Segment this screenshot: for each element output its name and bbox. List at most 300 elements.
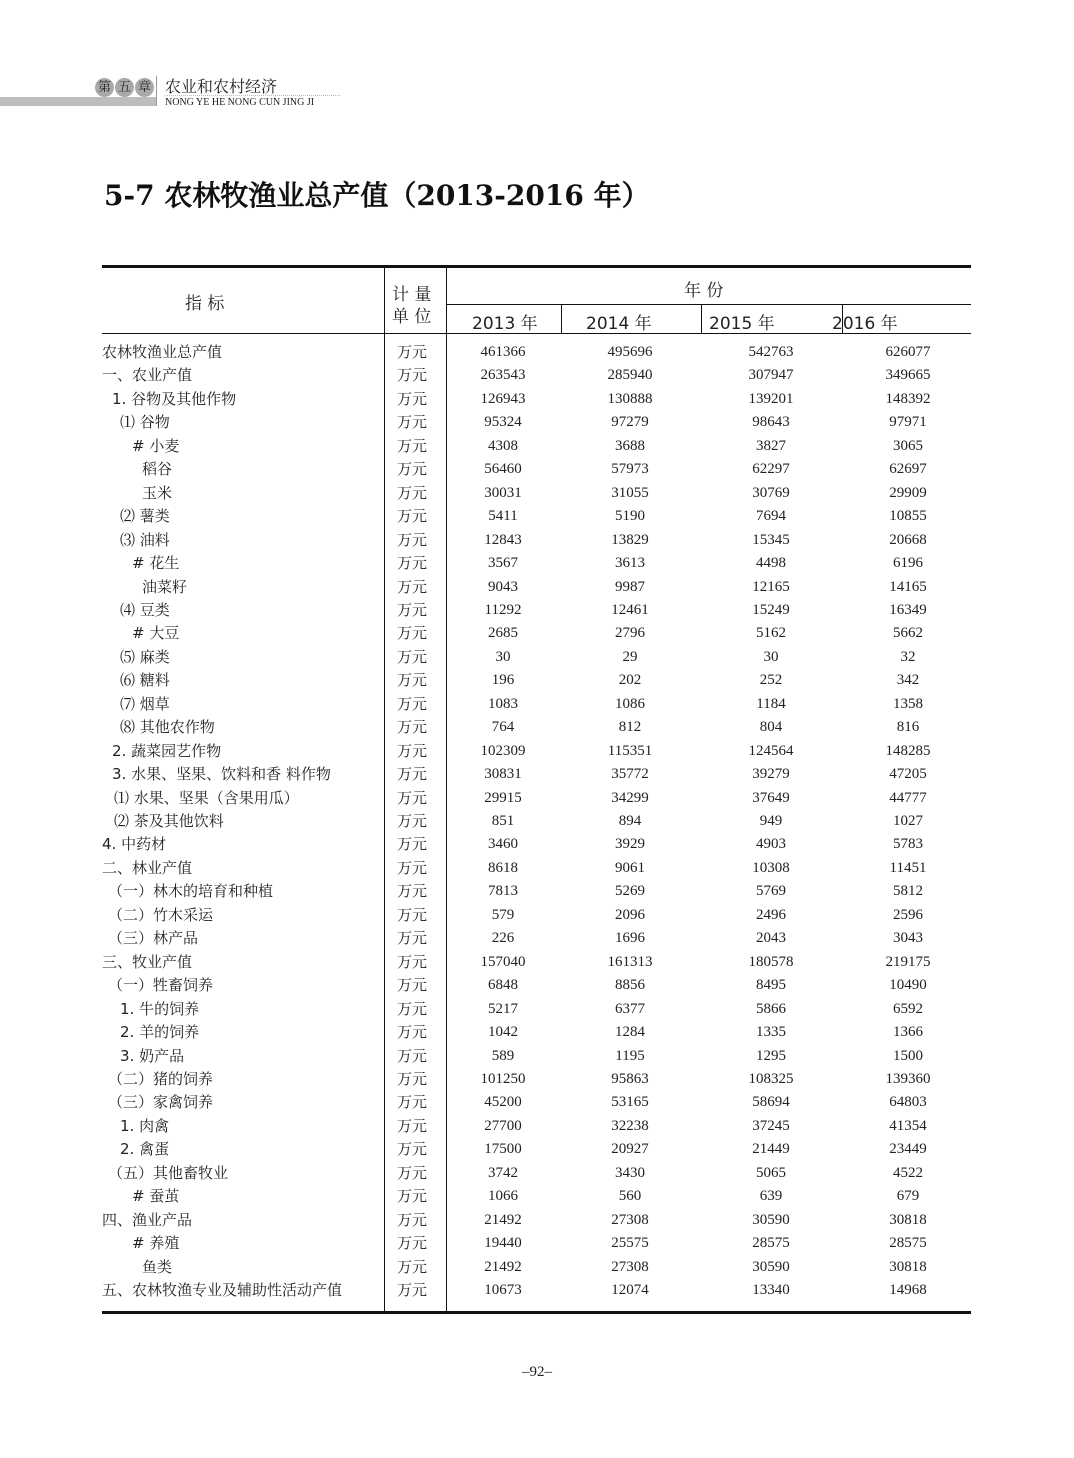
row-unit: 万元 — [397, 694, 428, 713]
row-label: # 小麦 — [132, 436, 180, 455]
table-row — [102, 787, 971, 810]
cell-value-2014: 32238 — [611, 1117, 649, 1134]
table-row — [102, 998, 971, 1021]
row-label: 2. 禽蛋 — [120, 1140, 170, 1159]
cell-value-2016: 11451 — [889, 859, 927, 876]
cell-value-2015: 30 — [763, 648, 779, 665]
cell-value-2013: 11292 — [484, 601, 522, 618]
row-unit: 万元 — [397, 741, 428, 760]
row-unit: 万元 — [397, 366, 428, 385]
cell-value-2016: 29909 — [889, 484, 927, 501]
cell-value-2015: 5162 — [756, 625, 786, 642]
cell-value-2014: 495696 — [607, 344, 653, 360]
table-row — [102, 1138, 971, 1161]
row-label: （二）竹木采运 — [108, 905, 214, 924]
cell-value-2016: 1500 — [893, 1047, 923, 1064]
row-unit: 万元 — [397, 1234, 428, 1253]
row-unit: 万元 — [397, 343, 428, 361]
row-label: 3. 水果、坚果、饮料和香 料作物 — [112, 765, 331, 784]
table-row — [102, 1209, 971, 1232]
cell-value-2014: 3929 — [615, 836, 645, 853]
table-row — [102, 810, 971, 833]
cell-value-2016: 342 — [896, 672, 920, 689]
cell-value-2016: 28575 — [889, 1235, 927, 1252]
table-row — [102, 669, 971, 692]
cell-value-2014: 2096 — [615, 906, 645, 923]
table-row — [102, 364, 971, 387]
row-label: # 蚕茧 — [132, 1187, 180, 1206]
row-unit: 万元 — [397, 460, 428, 479]
row-unit: 万元 — [397, 858, 428, 877]
row-unit: 万元 — [397, 1163, 428, 1182]
cell-value-2016: 626077 — [885, 344, 931, 360]
cell-value-2014: 3613 — [615, 555, 645, 572]
cell-value-2014: 27308 — [611, 1258, 649, 1275]
cell-value-2015: 37649 — [752, 789, 790, 806]
table-row — [102, 693, 971, 716]
cell-value-2013: 3567 — [488, 555, 518, 572]
cell-value-2013: 1066 — [488, 1188, 518, 1205]
cell-value-2013: 5411 — [488, 508, 518, 525]
cell-value-2015: 4498 — [756, 555, 786, 572]
cell-value-2015: 5769 — [756, 883, 786, 900]
cell-value-2014: 1696 — [615, 930, 645, 947]
cell-value-2015: 1295 — [756, 1047, 786, 1064]
header-dotted-line — [165, 95, 340, 96]
row-label: 2. 羊的饲养 — [120, 1023, 200, 1042]
cell-value-2015: 13340 — [752, 1282, 790, 1298]
cell-value-2013: 2685 — [488, 625, 518, 642]
year-divider — [561, 305, 562, 333]
row-unit: 万元 — [397, 1187, 428, 1206]
cell-value-2016: 5812 — [893, 883, 923, 900]
row-label: ⑵ 茶及其他饮料 — [114, 812, 224, 830]
cell-value-2014: 35772 — [611, 766, 649, 783]
cell-value-2015: 39279 — [752, 766, 790, 783]
cell-value-2014: 9987 — [615, 578, 645, 595]
cell-value-2015: 639 — [759, 1188, 783, 1205]
row-label: # 花生 — [132, 554, 180, 573]
row-unit: 万元 — [397, 413, 428, 432]
row-unit: 万元 — [397, 1257, 428, 1276]
row-label: ⑹ 糖料 — [120, 671, 170, 690]
cell-value-2014: 34299 — [611, 789, 649, 806]
header-divider — [156, 76, 157, 106]
cell-value-2014: 1086 — [615, 695, 645, 712]
cell-value-2014: 20927 — [611, 1141, 649, 1158]
cell-value-2016: 20668 — [889, 531, 927, 548]
row-unit: 万元 — [397, 624, 428, 643]
row-unit: 万元 — [397, 999, 428, 1018]
cell-value-2016: 3043 — [893, 930, 923, 947]
column-header-year: 2015 年 — [709, 314, 775, 334]
cell-value-2015: 30590 — [752, 1258, 790, 1275]
year-divider — [701, 305, 702, 333]
table-row — [102, 435, 971, 458]
cell-value-2015: 28575 — [752, 1235, 790, 1252]
row-label: 2. 蔬菜园艺作物 — [112, 741, 222, 760]
row-unit: 万元 — [397, 1023, 428, 1042]
row-label: 玉米 — [142, 483, 173, 502]
row-label: （一）林木的培育和种植 — [108, 882, 274, 901]
row-label: 农林牧渔业总产值 — [102, 343, 223, 361]
year-group-rule — [446, 304, 971, 305]
cell-value-2014: 12074 — [611, 1282, 649, 1298]
cell-value-2013: 226 — [491, 930, 515, 947]
row-label: 二、林业产值 — [102, 858, 193, 877]
cell-value-2013: 95324 — [484, 414, 522, 431]
cell-value-2016: 44777 — [889, 789, 927, 806]
cell-value-2016: 5662 — [893, 625, 923, 642]
cell-value-2016: 30818 — [889, 1258, 927, 1275]
row-label: （五）其他畜牧业 — [108, 1163, 229, 1182]
row-label: （三）林产品 — [108, 929, 199, 948]
column-header-year: 2014 年 — [586, 314, 652, 334]
table-row — [102, 833, 971, 856]
row-label: 4. 中药材 — [102, 835, 167, 854]
cell-value-2015: 2043 — [756, 930, 786, 947]
cell-value-2016: 139360 — [885, 1070, 931, 1087]
cell-value-2015: 30590 — [752, 1211, 790, 1228]
column-header-year-group: 年 份 — [684, 281, 724, 301]
cell-value-2015: 21449 — [752, 1141, 790, 1158]
row-unit: 万元 — [397, 507, 428, 526]
table-top-rule — [102, 265, 971, 268]
cell-value-2013: 851 — [491, 813, 515, 829]
cell-value-2014: 57973 — [611, 461, 649, 478]
table-row — [102, 1162, 971, 1185]
column-header-indicator: 指 标 — [185, 294, 225, 314]
chapter-badge-char: 章 — [135, 78, 154, 97]
cell-value-2014: 25575 — [611, 1235, 649, 1252]
cell-value-2014: 115351 — [607, 742, 653, 759]
page-number: –92– — [522, 1364, 552, 1380]
cell-value-2013: 21492 — [484, 1258, 522, 1275]
row-unit: 万元 — [397, 1046, 428, 1065]
cell-value-2016: 62697 — [889, 461, 927, 478]
cell-value-2016: 349665 — [885, 367, 931, 384]
cell-value-2013: 764 — [491, 719, 515, 736]
cell-value-2013: 157040 — [480, 953, 526, 970]
cell-value-2013: 589 — [491, 1047, 515, 1064]
column-header-unit-line1: 计 量 — [392, 285, 432, 305]
cell-value-2014: 202 — [618, 672, 642, 689]
cell-value-2016: 14968 — [889, 1282, 927, 1298]
cell-value-2015: 15249 — [752, 601, 790, 618]
cell-value-2015: 1184 — [756, 695, 786, 712]
row-label: 四、渔业产品 — [102, 1210, 193, 1229]
cell-value-2016: 816 — [896, 719, 920, 736]
cell-value-2015: 1335 — [756, 1024, 786, 1041]
cell-value-2014: 5190 — [615, 508, 645, 525]
cell-value-2015: 58694 — [752, 1094, 790, 1111]
row-label: 五、农林牧渔专业及辅助性活动产值 — [102, 1281, 343, 1299]
cell-value-2015: 30769 — [752, 484, 790, 501]
table-row — [102, 458, 971, 481]
table-row — [102, 880, 971, 903]
row-label: 稻谷 — [142, 460, 173, 479]
row-label: ⑴ 水果、坚果（含果用瓜） — [114, 788, 299, 807]
row-unit: 万元 — [397, 600, 428, 619]
row-label: ⑻ 其他农作物 — [120, 718, 215, 737]
row-unit: 万元 — [397, 389, 428, 408]
table-row — [102, 1256, 971, 1279]
cell-value-2016: 148392 — [885, 390, 931, 407]
row-unit: 万元 — [397, 835, 428, 854]
row-unit: 万元 — [397, 718, 428, 737]
cell-value-2016: 1027 — [893, 813, 923, 829]
row-unit: 万元 — [397, 436, 428, 455]
row-unit: 万元 — [397, 765, 428, 784]
row-unit: 万元 — [397, 905, 428, 924]
cell-value-2015: 307947 — [748, 367, 794, 384]
chapter-subtitle: NONG YE HE NONG CUN JING JI — [165, 97, 315, 108]
chapter-title: 农业和农村经济 — [165, 77, 278, 96]
row-label: 1. 谷物及其他作物 — [112, 389, 237, 408]
table-bottom-rule — [102, 1311, 971, 1314]
cell-value-2013: 7813 — [488, 883, 518, 900]
cell-value-2016: 30818 — [889, 1211, 927, 1228]
table-row — [102, 974, 971, 997]
row-unit: 万元 — [397, 929, 428, 948]
cell-value-2015: 4903 — [756, 836, 786, 853]
row-unit: 万元 — [397, 671, 428, 690]
cell-value-2013: 30031 — [484, 484, 522, 501]
cell-value-2014: 3430 — [615, 1164, 645, 1181]
cell-value-2016: 1358 — [893, 695, 923, 712]
cell-value-2014: 3688 — [615, 437, 645, 454]
table-row — [102, 646, 971, 669]
cell-value-2014: 1284 — [615, 1024, 645, 1041]
table-row — [102, 740, 971, 763]
cell-value-2013: 126943 — [480, 390, 526, 407]
cell-value-2015: 949 — [759, 813, 783, 829]
table-row — [102, 1045, 971, 1068]
cell-value-2016: 2596 — [893, 906, 923, 923]
cell-value-2013: 17500 — [484, 1141, 522, 1158]
table-row — [102, 927, 971, 950]
table-row — [102, 1115, 971, 1138]
cell-value-2015: 12165 — [752, 578, 790, 595]
cell-value-2015: 252 — [759, 672, 783, 689]
table-row — [102, 763, 971, 786]
cell-value-2014: 9061 — [615, 859, 645, 876]
cell-value-2013: 6848 — [488, 977, 518, 994]
cell-value-2014: 97279 — [611, 414, 649, 431]
cell-value-2013: 19440 — [484, 1235, 522, 1252]
row-label: 3. 奶产品 — [120, 1046, 185, 1065]
cell-value-2016: 4522 — [893, 1164, 923, 1181]
cell-value-2013: 579 — [491, 906, 515, 923]
row-unit: 万元 — [397, 483, 428, 502]
row-label: 1. 肉禽 — [120, 1116, 170, 1135]
row-unit: 万元 — [397, 1140, 428, 1159]
cell-value-2013: 1042 — [488, 1024, 518, 1041]
page-title: 5-7 农林牧渔业总产值（2013-2016 年） — [104, 179, 650, 212]
table-row — [102, 622, 971, 645]
table-row — [102, 388, 971, 411]
table-row — [102, 951, 971, 974]
cell-value-2014: 894 — [618, 813, 642, 829]
cell-value-2015: 2496 — [756, 906, 786, 923]
chapter-badge-char: 五 — [115, 78, 134, 97]
row-unit: 万元 — [397, 1281, 428, 1299]
cell-value-2015: 10308 — [752, 859, 790, 876]
cell-value-2014: 812 — [618, 719, 642, 736]
row-unit: 万元 — [397, 1069, 428, 1088]
cell-value-2014: 53165 — [611, 1094, 649, 1111]
table-row — [102, 482, 971, 505]
cell-value-2016: 679 — [896, 1188, 920, 1205]
cell-value-2013: 45200 — [484, 1094, 522, 1111]
cell-value-2015: 5065 — [756, 1164, 786, 1181]
row-unit: 万元 — [397, 1210, 428, 1229]
row-label: ⑵ 薯类 — [120, 507, 170, 526]
row-label: 一、农业产值 — [102, 366, 193, 385]
cell-value-2015: 108325 — [748, 1070, 794, 1087]
row-label: 油菜籽 — [142, 577, 188, 596]
cell-value-2014: 95863 — [611, 1070, 649, 1087]
cell-value-2014: 161313 — [607, 953, 653, 970]
cell-value-2015: 8495 — [756, 977, 786, 994]
cell-value-2015: 7694 — [756, 508, 786, 525]
cell-value-2014: 31055 — [611, 484, 649, 501]
table-row — [102, 505, 971, 528]
cell-value-2015: 15345 — [752, 531, 790, 548]
cell-value-2014: 29 — [622, 648, 638, 665]
cell-value-2015: 37245 — [752, 1117, 790, 1134]
cell-value-2016: 148285 — [885, 742, 931, 759]
chapter-badge-char: 第 — [95, 78, 114, 97]
cell-value-2016: 10855 — [889, 508, 927, 525]
cell-value-2016: 6196 — [893, 555, 923, 572]
cell-value-2013: 56460 — [484, 461, 522, 478]
table-row — [102, 411, 971, 434]
row-label: ⑷ 豆类 — [120, 600, 170, 619]
cell-value-2013: 4308 — [488, 437, 518, 454]
cell-value-2016: 10490 — [889, 977, 927, 994]
row-label: ⑺ 烟草 — [120, 694, 170, 713]
table-row — [102, 904, 971, 927]
row-unit: 万元 — [397, 788, 428, 807]
cell-value-2014: 8856 — [615, 977, 645, 994]
row-label: ⑶ 油料 — [120, 530, 170, 549]
row-label: # 大豆 — [132, 624, 180, 643]
cell-value-2013: 3742 — [488, 1164, 518, 1181]
cell-value-2015: 3827 — [756, 437, 786, 454]
cell-value-2014: 1195 — [615, 1047, 645, 1064]
cell-value-2016: 3065 — [893, 437, 923, 454]
row-unit: 万元 — [397, 647, 428, 666]
table-row — [102, 716, 971, 739]
row-unit: 万元 — [397, 952, 428, 971]
table-row — [102, 576, 971, 599]
cell-value-2015: 62297 — [752, 461, 790, 478]
cell-value-2013: 461366 — [480, 344, 526, 360]
table-row — [102, 341, 971, 364]
cell-value-2016: 64803 — [889, 1094, 927, 1111]
table-row — [102, 529, 971, 552]
cell-value-2016: 16349 — [889, 601, 927, 618]
row-label: # 养殖 — [132, 1234, 180, 1253]
row-label: ⑴ 谷物 — [120, 413, 170, 432]
table-row — [102, 1068, 971, 1091]
cell-value-2013: 27700 — [484, 1117, 522, 1134]
cell-value-2013: 10673 — [484, 1282, 522, 1298]
cell-value-2015: 5866 — [756, 1000, 786, 1017]
cell-value-2015: 542763 — [748, 344, 794, 360]
cell-value-2013: 8618 — [488, 859, 518, 876]
table-row — [102, 857, 971, 880]
cell-value-2013: 101250 — [480, 1070, 526, 1087]
cell-value-2016: 47205 — [889, 766, 927, 783]
cell-value-2014: 12461 — [611, 601, 649, 618]
table-row — [102, 552, 971, 575]
cell-value-2016: 5783 — [893, 836, 923, 853]
row-unit: 万元 — [397, 554, 428, 573]
row-label: （三）家禽饲养 — [108, 1093, 214, 1112]
cell-value-2015: 124564 — [748, 742, 794, 759]
cell-value-2015: 139201 — [748, 390, 794, 407]
row-unit: 万元 — [397, 1116, 428, 1135]
table-row — [102, 1279, 971, 1302]
cell-value-2016: 6592 — [893, 1000, 923, 1017]
table-row — [102, 1185, 971, 1208]
table-row — [102, 1021, 971, 1044]
cell-value-2014: 2796 — [615, 625, 645, 642]
cell-value-2014: 130888 — [607, 390, 653, 407]
cell-value-2014: 13829 — [611, 531, 649, 548]
table-row — [102, 1232, 971, 1255]
cell-value-2015: 804 — [759, 719, 783, 736]
row-label: （一）牲畜饲养 — [108, 976, 214, 995]
cell-value-2014: 560 — [618, 1188, 642, 1205]
cell-value-2013: 3460 — [488, 836, 518, 853]
row-unit: 万元 — [397, 976, 428, 995]
column-header-year: 2013 年 — [472, 314, 538, 334]
cell-value-2015: 98643 — [752, 414, 790, 431]
cell-value-2013: 29915 — [484, 789, 522, 806]
cell-value-2013: 12843 — [484, 531, 522, 548]
header-gray-bar — [0, 97, 156, 106]
column-header-year: 2016 年 — [832, 314, 898, 334]
cell-value-2016: 219175 — [885, 953, 931, 970]
cell-value-2013: 21492 — [484, 1211, 522, 1228]
cell-value-2013: 9043 — [488, 578, 518, 595]
cell-value-2016: 14165 — [889, 578, 927, 595]
cell-value-2016: 1366 — [893, 1024, 923, 1041]
cell-value-2016: 32 — [900, 648, 916, 665]
cell-value-2013: 30831 — [484, 766, 522, 783]
cell-value-2014: 5269 — [615, 883, 645, 900]
cell-value-2016: 97971 — [889, 414, 927, 431]
cell-value-2014: 285940 — [607, 367, 653, 384]
column-header-unit-line2: 单 位 — [392, 307, 432, 327]
row-label: （二）猪的饲养 — [108, 1069, 214, 1088]
cell-value-2013: 30 — [495, 648, 511, 665]
row-label: 鱼类 — [142, 1257, 173, 1276]
row-unit: 万元 — [397, 577, 428, 596]
row-unit: 万元 — [397, 1093, 428, 1112]
row-unit: 万元 — [397, 882, 428, 901]
cell-value-2013: 102309 — [480, 742, 526, 759]
cell-value-2014: 27308 — [611, 1211, 649, 1228]
row-unit: 万元 — [397, 530, 428, 549]
cell-value-2016: 41354 — [889, 1117, 927, 1134]
cell-value-2013: 1083 — [488, 695, 518, 712]
row-unit: 万元 — [397, 812, 428, 830]
cell-value-2014: 6377 — [615, 1000, 645, 1017]
